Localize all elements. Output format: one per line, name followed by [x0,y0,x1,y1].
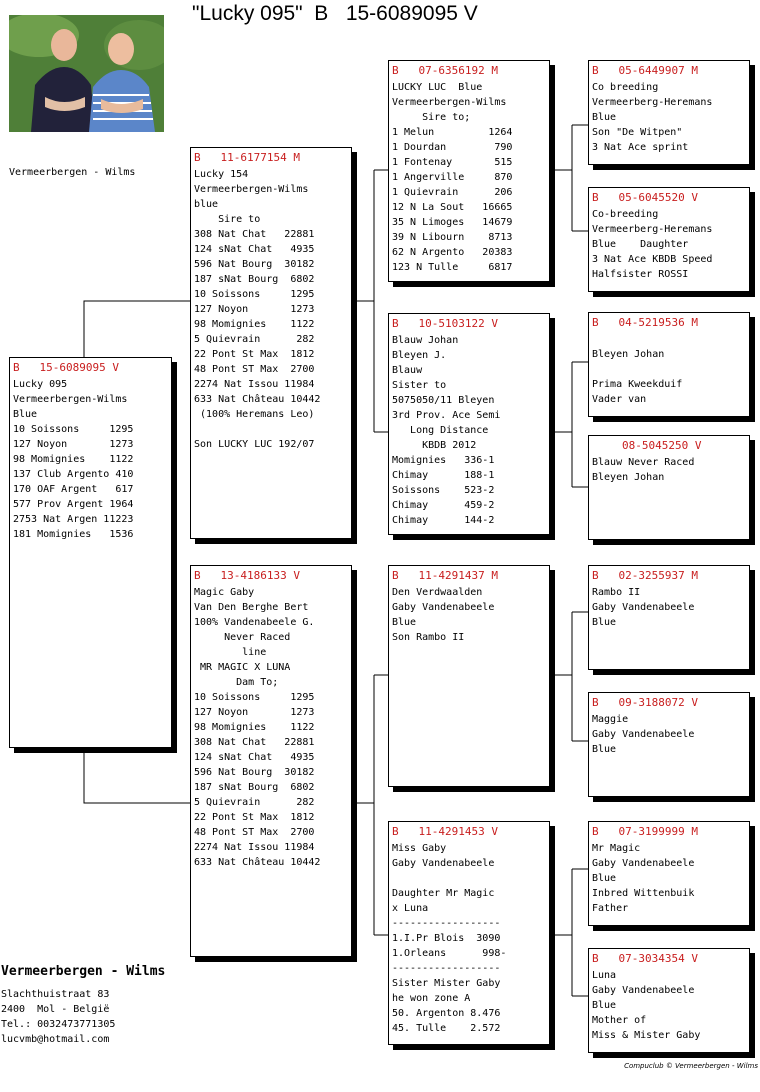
ring-number: B 05-6045520 V [592,191,698,204]
ring-number: 08-5045250 V [622,439,702,452]
card-line: 181 Momignies 1536 [13,529,134,540]
card-line: Soissons 523-2 [392,485,495,496]
card-line: 5075050/11 Bleyen [392,395,495,406]
card-line: 127 Noyon 1273 [194,707,315,718]
card-line: 308 Nat Chat 22881 [194,737,315,748]
card-line: Blauw Johan [392,335,459,346]
card-line: 39 N Libourn 8713 [392,232,513,243]
card-line: Vermeerberg-Heremans [592,97,713,108]
card-line: 62 N Argento 20383 [392,247,513,258]
ring-number: B 02-3255937 M [592,569,698,582]
card-line: 308 Nat Chat 22881 [194,229,315,240]
card-line: 3 Nat Ace KBDB Speed [592,254,713,265]
owner-name-top: Vermeerbergen - Wilms [9,167,136,178]
sire-sire-sire-card[interactable] [588,60,750,165]
card-line: 3rd Prov. Ace Semi [392,410,501,421]
card-line: line [194,647,267,658]
card-line: 48 Pont ST Max 2700 [194,827,315,838]
card-line [194,422,347,437]
card-line: Lucky 154 [194,169,249,180]
card-line: Luna [592,970,617,981]
card-line: 2753 Nat Argen 11223 [13,514,134,525]
card-line: Den Verdwaalden [392,587,483,598]
card-line: Blue [13,409,38,420]
dam-dam-card[interactable] [388,821,550,1045]
card-line: 596 Nat Bourg 30182 [194,767,315,778]
card-line: Maggie [592,714,629,725]
card-line: KBDB 2012 [392,440,477,451]
card-line: he won zone A [392,993,471,1004]
card-line: 1.Orleans 998- [392,948,507,959]
card-line: ------------------ [392,918,501,929]
dam-sire-dam-card[interactable] [588,692,750,797]
card-line: 10 Soissons 1295 [13,424,134,435]
card-line: Blue [592,744,617,755]
card-line: Long Distance [392,425,489,436]
card-line: 137 Club Argento 410 [13,469,134,480]
card-line: Gaby Vandenabeele [592,729,695,740]
card-line: Gaby Vandenabeele [592,602,695,613]
card-line: Prima Kweekduif [592,379,683,390]
sire-dam-dam-card[interactable] [588,435,750,540]
card-line: (100% Heremans Leo) [194,409,315,420]
card-line: Blauw [392,365,423,376]
card-line: Blue [592,112,617,123]
card-line: Blue [592,873,617,884]
card-line: Vermeerbergen-Wilms [13,394,128,405]
breeder-address [1,987,115,1047]
card-line: Vermeerbergen-Wilms [194,184,309,195]
sire-card[interactable] [190,147,352,539]
card-line: 10 Soissons 1295 [194,289,315,300]
owners-photo-image [9,15,164,132]
card-line: Magic Gaby [194,587,255,598]
card-line: Sire to; [392,112,471,123]
ring-number: B 15-6089095 V [13,361,119,374]
card-line: 100% Vandenabeele G. [194,617,315,628]
breeder-name: Vermeerbergen - Wilms [1,964,166,979]
card-line: 22 Pont St Max 1812 [194,812,315,823]
card-line: Blue [592,1000,617,1011]
card-line: Bleyen Johan [592,349,665,360]
card-line: 1 Quievrain 206 [392,187,513,198]
card-line: 22 Pont St Max 1812 [194,349,315,360]
card-line: 124 sNat Chat 4935 [194,244,315,255]
card-line: Never Raced [194,632,291,643]
card-line: 1 Dourdan 790 [392,142,513,153]
card-line: Bleyen Johan [592,472,665,483]
card-line: 1 Fontenay 515 [392,157,513,168]
card-line [592,332,745,347]
card-line: 48 Pont ST Max 2700 [194,364,315,375]
ring-number: B 11-6177154 M [194,151,300,164]
card-line: LUCKY LUC Blue [392,82,483,93]
ring-number: B 09-3188072 V [592,696,698,709]
sire-dam-card[interactable] [388,313,550,535]
card-line: Gaby Vandenabeele [392,602,495,613]
ring-number: B 07-3199999 M [592,825,698,838]
card-line: Son LUCKY LUC 192/07 [194,439,315,450]
card-line: 2274 Nat Issou 11984 [194,379,315,390]
sire-dam-sire-card[interactable] [588,312,750,417]
card-line: Sire to [194,214,261,225]
sire-sire-dam-card[interactable] [588,187,750,292]
address-line: Slachthuistraat 83 [1,989,110,1000]
card-line: 10 Soissons 1295 [194,692,315,703]
owners-photo [9,15,164,132]
email-link[interactable]: lucvmb@hotmail.com [1,1034,110,1045]
card-line: 98 Momignies 1122 [194,319,315,330]
card-line: Sister Mister Gaby [392,978,501,989]
card-line: Lucky 095 [13,379,68,390]
card-line: 127 Noyon 1273 [13,439,134,450]
card-line: 45. Tulle 2.572 [392,1023,501,1034]
card-line: Mr Magic [592,843,641,854]
card-line: 127 Noyon 1273 [194,304,315,315]
card-line: Dam To; [194,677,279,688]
card-line: Daughter Mr Magic [392,888,495,899]
dam-dam-dam-card[interactable] [588,948,750,1053]
ring-number: B 04-5219536 M [592,316,698,329]
card-line: Son Rambo II [392,632,465,643]
ring-number: B 13-4186133 V [194,569,300,582]
ring-number: B 11-4291437 M [392,569,498,582]
dam-card[interactable] [190,565,352,957]
card-line: 1 Angerville 870 [392,172,513,183]
address-line: 2400 Mol - België [1,1004,110,1015]
dam-dam-sire-card[interactable] [588,821,750,926]
card-line: 2274 Nat Issou 11984 [194,842,315,853]
card-line: 596 Nat Bourg 30182 [194,259,315,270]
sire-sire-card[interactable] [388,60,550,282]
card-line: Bleyen J. [392,350,447,361]
card-line: 633 Nat Château 10442 [194,394,321,405]
card-line: Chimay 188-1 [392,470,495,481]
card-line: Inbred Wittenbuik [592,888,695,899]
card-line: Rambo II [592,587,641,598]
card-line [392,871,545,886]
card-line: Co breeding [592,82,659,93]
ring-number: B 07-6356192 M [392,64,498,77]
card-line: 1.I.Pr Blois 3090 [392,933,501,944]
card-line: Momignies 336-1 [392,455,495,466]
card-line: Miss Gaby [392,843,447,854]
card-line: 50. Argenton 8.476 [392,1008,501,1019]
card-line: 98 Momignies 1122 [194,722,315,733]
card-line: 170 OAF Argent 617 [13,484,134,495]
card-line: 123 N Tulle 6817 [392,262,513,273]
card-line: Mother of [592,1015,647,1026]
card-line: 1 Melun 1264 [392,127,513,138]
card-line: Miss & Mister Gaby [592,1030,701,1041]
card-line: 98 Momignies 1122 [13,454,134,465]
card-line: 5 Quievrain 282 [194,334,315,345]
card-line: Sister to [392,380,447,391]
ring-number: B 11-4291453 V [392,825,498,838]
card-line: Vader van [592,394,647,405]
card-line: 633 Nat Château 10442 [194,857,321,868]
card-line [592,362,745,377]
card-line: Gaby Vandenabeele [592,858,695,869]
card-line: MR MAGIC X LUNA [194,662,291,673]
card-line: Van Den Berghe Bert [194,602,309,613]
ring-number: B 10-5103122 V [392,317,498,330]
card-line: Gaby Vandenabeele [392,858,495,869]
card-line: 187 sNat Bourg 6802 [194,274,315,285]
card-line: Chimay 459-2 [392,500,495,511]
card-line: 5 Quievrain 282 [194,797,315,808]
card-line: Blue [392,617,417,628]
card-line: Vermeerbergen-Wilms [392,97,507,108]
card-line: Blauw Never Raced [592,457,695,468]
phone-line: Tel.: 0032473771305 [1,1019,116,1030]
card-line: 124 sNat Chat 4935 [194,752,315,763]
card-line: Father [592,903,629,914]
credit-line: Compuclub © Vermeerbergen - Wilms [624,1062,758,1070]
card-line: 187 sNat Bourg 6802 [194,782,315,793]
card-line: Son "De Witpen" [592,127,683,138]
subject-card[interactable] [9,357,172,748]
card-line: x Luna [392,903,429,914]
card-line: blue [194,199,219,210]
card-line: 12 N La Sout 16665 [392,202,513,213]
dam-sire-sire-card[interactable] [588,565,750,670]
card-line: 35 N Limoges 14679 [392,217,513,228]
card-line: Co-breeding [592,209,659,220]
card-line: Blue [592,617,617,628]
card-line: Gaby Vandenabeele [592,985,695,996]
card-line: ------------------ [392,963,501,974]
card-line: 3 Nat Ace sprint [592,142,689,153]
card-line: Halfsister ROSSI [592,269,689,280]
card-line: Chimay 144-2 [392,515,495,526]
dam-sire-card[interactable] [388,565,550,787]
card-line: 577 Prov Argent 1964 [13,499,134,510]
card-line: Blue Daughter [592,239,689,250]
page-title: "Lucky 095" B 15-6089095 V [192,2,478,25]
card-line: Vermeerberg-Heremans [592,224,713,235]
ring-number: B 05-6449907 M [592,64,698,77]
ring-number: B 07-3034354 V [592,952,698,965]
